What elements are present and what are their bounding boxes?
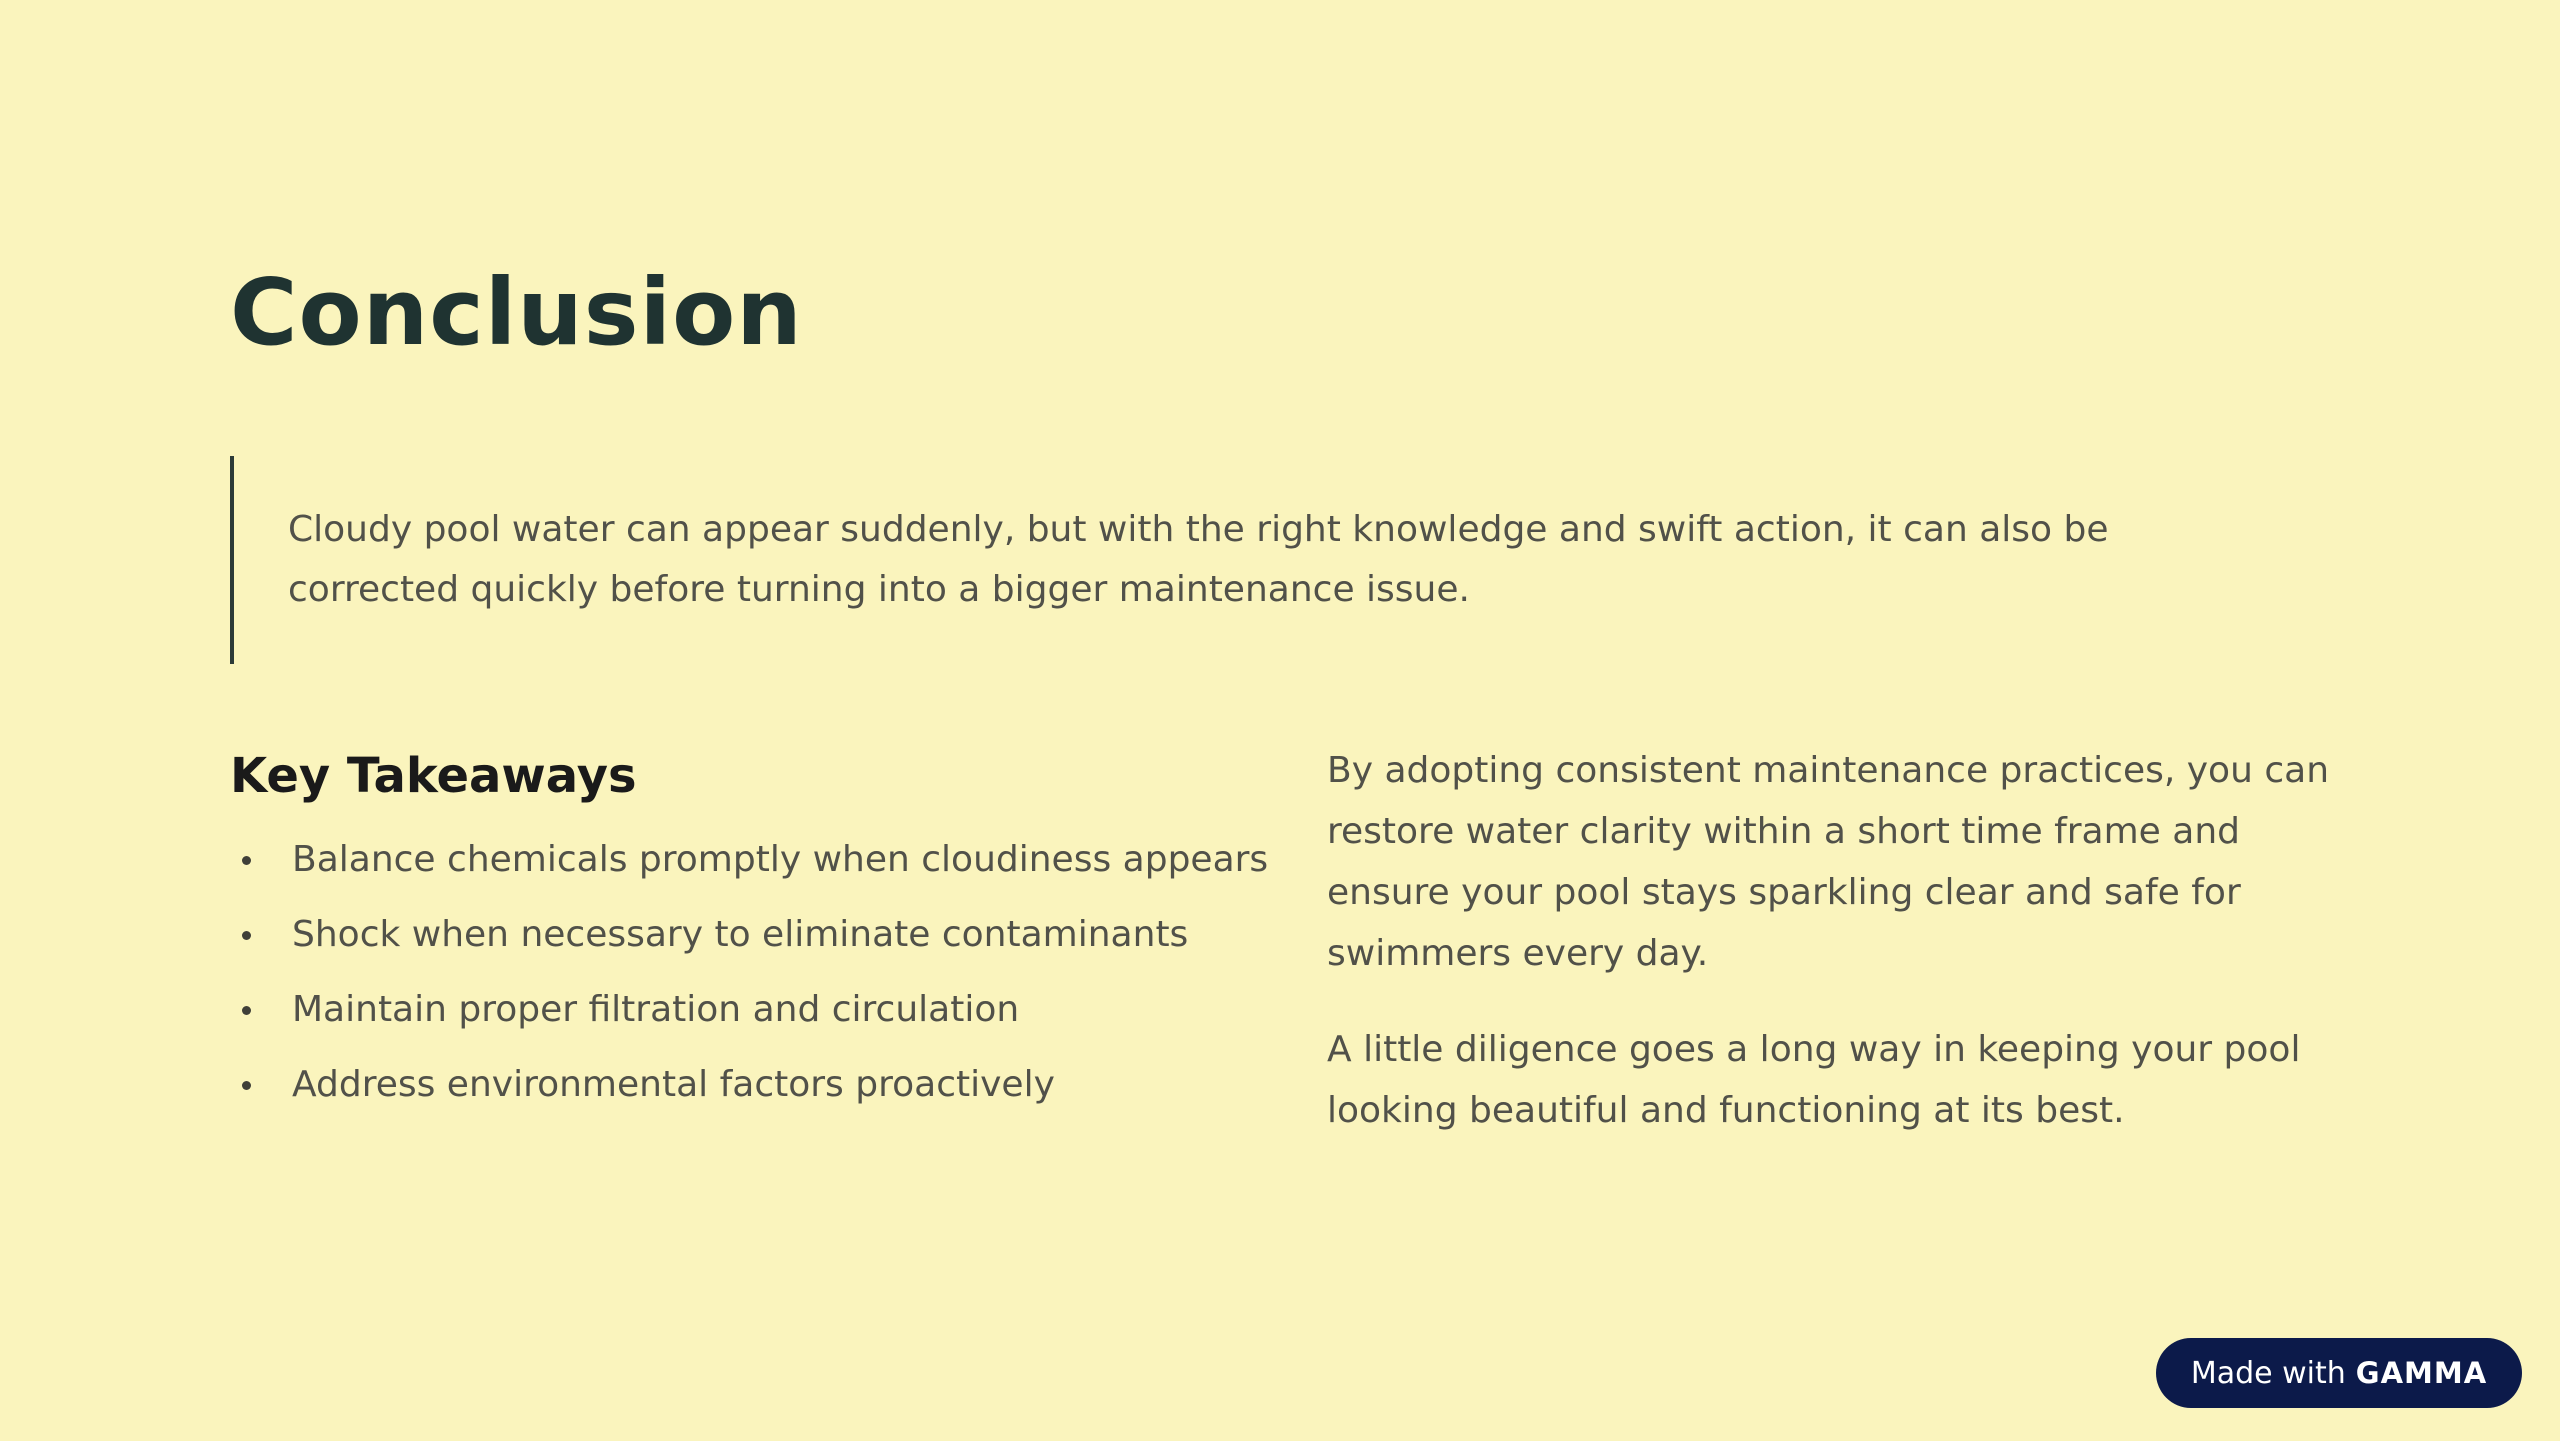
list-item bbox=[230, 830, 1280, 890]
takeaways-list bbox=[230, 830, 1280, 1115]
bullet-icon bbox=[242, 931, 251, 940]
list-item bbox=[230, 980, 1280, 1040]
list-item bbox=[230, 1055, 1280, 1115]
list-item-text: Maintain proper filtration and circulation bbox=[292, 989, 1020, 1030]
slide-title: Conclusion bbox=[230, 259, 803, 366]
quote-block bbox=[230, 456, 2330, 664]
made-with-gamma-badge[interactable] bbox=[2156, 1338, 2522, 1408]
summary-section bbox=[1327, 740, 2347, 1141]
bullet-icon bbox=[242, 856, 251, 865]
list-item-text: Address environmental factors proactively bbox=[292, 1064, 1055, 1105]
bullet-icon bbox=[242, 1081, 251, 1090]
summary-paragraph: By adopting consistent maintenance practices, you can restore water clarity within a short time frame and ensure your pool stays sparkling clear and safe for swimmers every day. bbox=[1327, 750, 2330, 974]
quote-text: Cloudy pool water can appear suddenly, but with the right knowledge and swift action, it can also be corrected quickly before turning into a bigger maintenance issue. bbox=[288, 509, 2109, 610]
list-item bbox=[230, 905, 1280, 965]
key-takeaways-heading: Key Takeaways bbox=[230, 748, 637, 804]
summary-paragraph: A little diligence goes a long way in keeping your pool looking beautiful and functioning at its best. bbox=[1327, 1029, 2301, 1131]
list-item-text: Shock when necessary to eliminate contaminants bbox=[292, 914, 1189, 955]
key-takeaways-section bbox=[230, 740, 1280, 1130]
badge-label: Made with bbox=[2190, 1355, 2346, 1391]
bullet-icon bbox=[242, 1006, 251, 1015]
gamma-logo: GAMMA bbox=[2355, 1356, 2488, 1390]
list-item-text: Balance chemicals promptly when cloudiness appears bbox=[292, 839, 1269, 880]
